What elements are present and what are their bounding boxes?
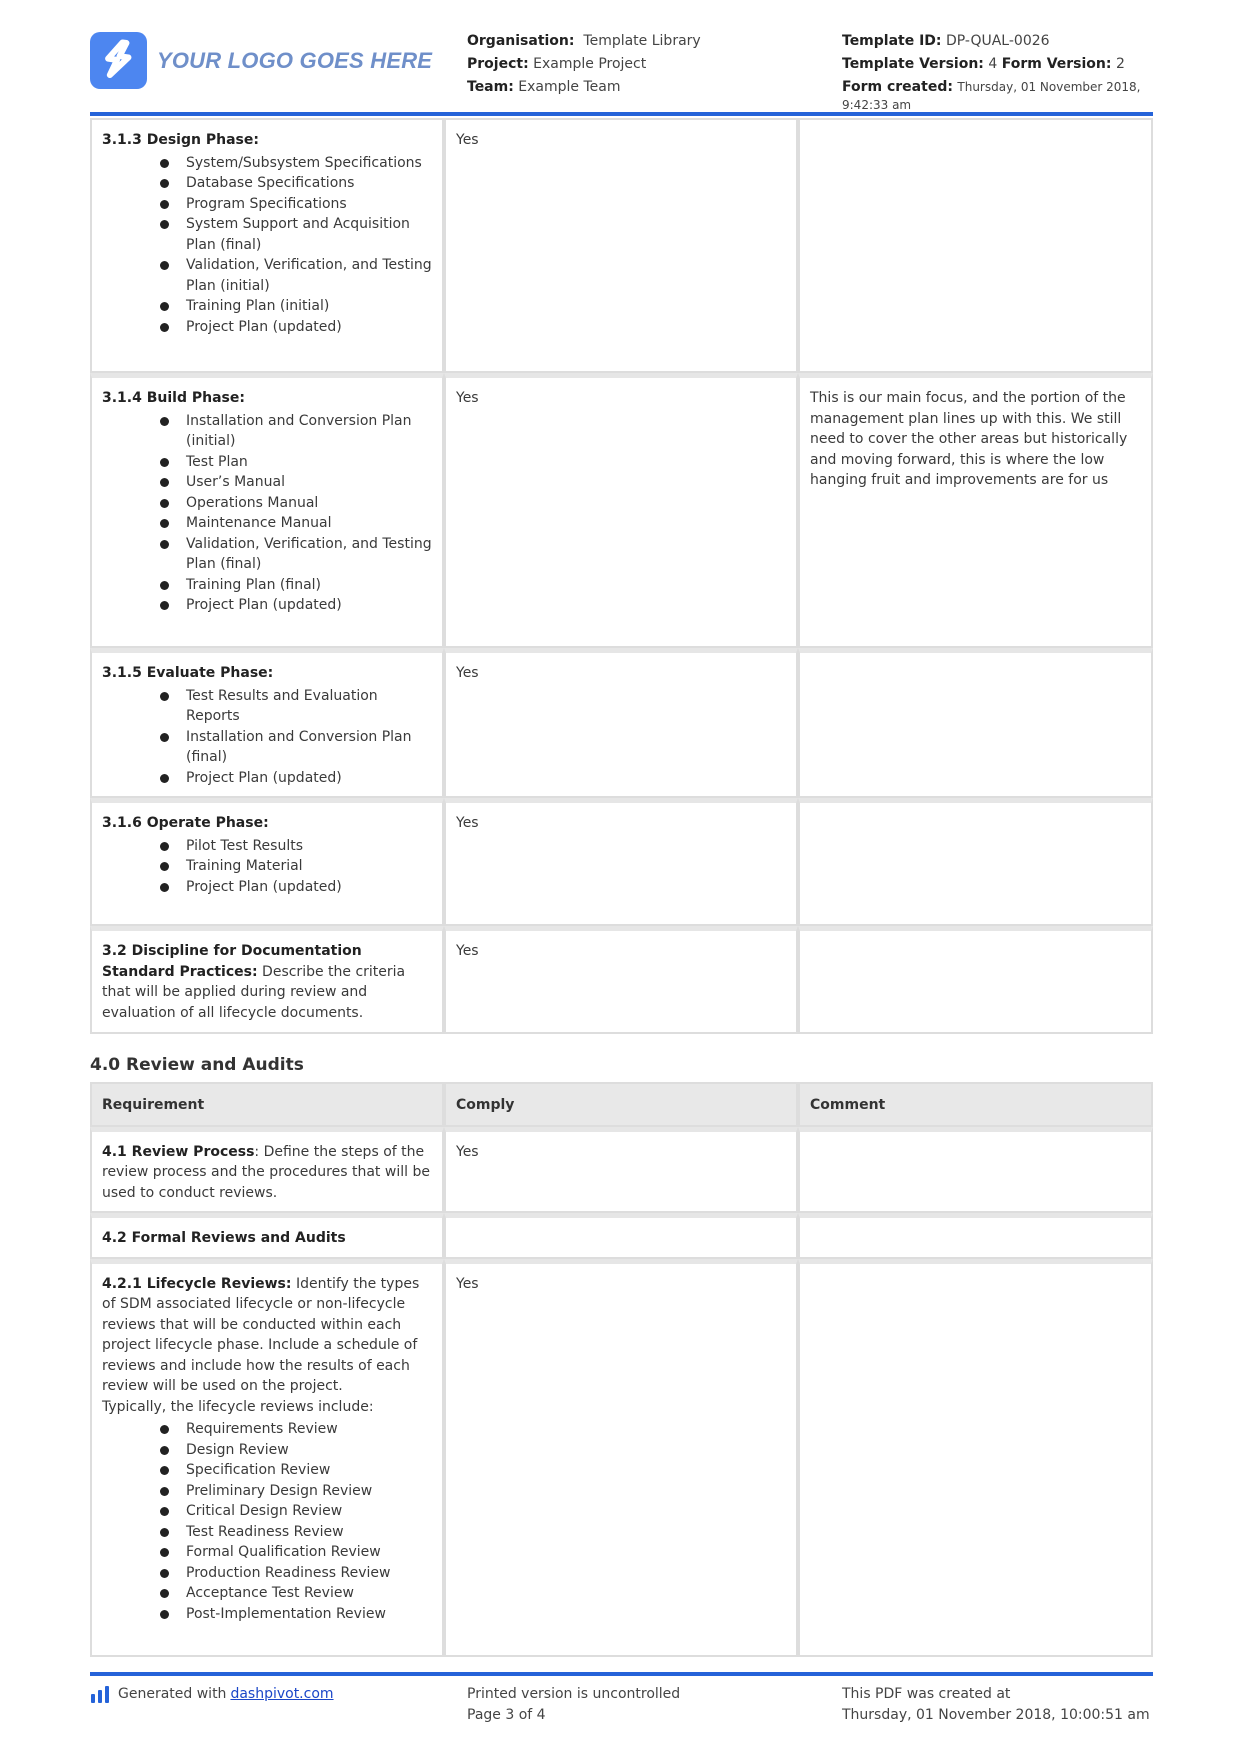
table-row: [90, 798, 1153, 926]
requirement-title: 3.1.4 Build Phase:: [102, 390, 245, 406]
requirement-list: [102, 1419, 432, 1624]
list-item: Program Specifications: [102, 194, 432, 215]
comply-cell: Yes: [444, 373, 798, 648]
comply-cell: [444, 1213, 798, 1259]
requirement-title: 4.1 Review Process: [102, 1143, 255, 1160]
list-item: System/Subsystem Specifications: [102, 153, 432, 174]
template-version-value: 4: [988, 56, 998, 72]
requirement-cell: [90, 373, 444, 648]
requirement-title: 4.2 Formal Reviews and Audits: [102, 1230, 346, 1246]
requirements-table-section-3: [90, 118, 1153, 1034]
requirement-list: [102, 686, 432, 789]
list-item: Project Plan (updated): [102, 877, 432, 898]
list-item: User’s Manual: [102, 472, 432, 493]
list-item: Preliminary Design Review: [102, 1481, 432, 1502]
comment-cell: [798, 1259, 1153, 1657]
list-item: Test Readiness Review: [102, 1522, 432, 1543]
dashpivot-link[interactable]: dashpivot.com: [230, 1686, 334, 1702]
requirement-list: [102, 153, 432, 338]
requirement-list: [102, 836, 432, 898]
project-meta: [467, 30, 701, 99]
page-header: [90, 28, 1153, 116]
list-item: Training Plan (final): [102, 575, 432, 596]
logo: [90, 32, 432, 89]
table-row: [90, 926, 1153, 1034]
team-value: Example Team: [518, 79, 621, 95]
comment-cell: [798, 798, 1153, 926]
table-row: [90, 118, 1153, 373]
list-item: Training Plan (initial): [102, 296, 432, 317]
requirement-title: 3.1.6 Operate Phase:: [102, 815, 269, 831]
requirement-title: 3.1.3 Design Phase:: [102, 132, 259, 148]
comment-cell: [798, 1213, 1153, 1259]
list-item: Test Results and Evaluation Reports: [102, 686, 432, 727]
list-item: Requirements Review: [102, 1419, 432, 1440]
pdf-created-label: This PDF was created at: [842, 1686, 1011, 1702]
requirements-table-section-4: [90, 1082, 1153, 1657]
template-id-value: DP-QUAL-0026: [945, 33, 1050, 49]
list-item: Installation and Conversion Plan (final): [102, 727, 432, 768]
page-number: Page 3 of 4: [467, 1707, 546, 1723]
list-item: Test Plan: [102, 452, 432, 473]
print-info: [467, 1684, 680, 1726]
template-id-line: Template ID: DP-QUAL-0026: [842, 33, 1050, 49]
dashpivot-bars-icon: [90, 1686, 112, 1704]
comment-cell: This is our main focus, and the portion of the management plan lines up with this. We still need to cover the other areas but historically and moving forward, this is where the low hanging fruit and improvements are for us: [798, 373, 1153, 648]
list-item: Critical Design Review: [102, 1501, 432, 1522]
comply-cell: Yes: [444, 118, 798, 373]
section-title: 4.0 Review and Audits: [90, 1055, 304, 1075]
list-item: Project Plan (updated): [102, 317, 432, 338]
list-item: System Support and Acquisition Plan (final): [102, 214, 432, 255]
generated-with: [90, 1684, 334, 1705]
requirement-cell: [90, 1259, 444, 1657]
list-item: Acceptance Test Review: [102, 1583, 432, 1604]
comply-cell: Yes: [444, 1127, 798, 1214]
template-meta: [842, 30, 1154, 114]
table-row: [90, 1213, 1153, 1259]
requirement-description: Identify the types of SDM associated lifecycle or non-lifecycle reviews that will be conducted within each project lifecycle phase. Include a schedule of reviews and include how the results of each review will be used on the project.: [102, 1275, 420, 1394]
requirement-list: [102, 411, 432, 616]
comply-cell: Yes: [444, 648, 798, 798]
requirement-title: 3.1.5 Evaluate Phase:: [102, 665, 274, 681]
column-header-comment: Comment: [798, 1082, 1153, 1127]
list-item: Formal Qualification Review: [102, 1542, 432, 1563]
comply-cell: Yes: [444, 926, 798, 1034]
list-item: Specification Review: [102, 1460, 432, 1481]
requirement-cell: [90, 1213, 444, 1259]
team-line: Team: Example Team: [467, 79, 621, 95]
project-value: Example Project: [533, 56, 647, 72]
comment-cell: [798, 926, 1153, 1034]
form-created-value: Thursday, 01 November 2018, 9:42:33 am: [842, 80, 1141, 112]
table-row: [90, 373, 1153, 648]
logo-icon: [90, 32, 147, 89]
requirement-description-intro: Typically, the lifecycle reviews include:: [102, 1398, 374, 1415]
organisation-line: Organisation: Template Library: [467, 33, 701, 49]
logo-text: YOUR LOGO GOES HERE: [157, 47, 433, 73]
list-item: Validation, Verification, and Testing Plan (final): [102, 534, 432, 575]
list-item: Installation and Conversion Plan (initial): [102, 411, 432, 452]
project-line: Project: Example Project: [467, 56, 647, 72]
requirement-description: : Define the steps of the review process and the procedures that will be used to conduct reviews.: [102, 1143, 430, 1201]
list-item: Operations Manual: [102, 493, 432, 514]
table-header-row: [90, 1082, 1153, 1127]
list-item: Project Plan (updated): [102, 768, 432, 789]
table-row: [90, 1127, 1153, 1214]
list-item: Design Review: [102, 1440, 432, 1461]
list-item: Pilot Test Results: [102, 836, 432, 857]
uncontrolled-notice: Printed version is uncontrolled: [467, 1686, 681, 1702]
comment-cell: [798, 648, 1153, 798]
list-item: Post-Implementation Review: [102, 1604, 432, 1625]
organisation-value: Template Library: [583, 33, 701, 49]
comment-cell: [798, 1127, 1153, 1214]
form-version-value: 2: [1115, 56, 1125, 72]
comply-cell: Yes: [444, 798, 798, 926]
generated-with-text: Generated with: [118, 1686, 227, 1702]
requirement-cell: [90, 798, 444, 926]
requirement-cell: [90, 926, 444, 1034]
requirement-title: 4.2.1 Lifecycle Reviews:: [102, 1275, 292, 1292]
list-item: Database Specifications: [102, 173, 432, 194]
comment-cell: [798, 118, 1153, 373]
form-created-line: Form created: Thursday, 01 November 2018, 9:42:33 am: [842, 79, 1141, 112]
column-header-requirement: Requirement: [90, 1082, 444, 1127]
table-row: [90, 1259, 1153, 1657]
list-item: Validation, Verification, and Testing Plan (initial): [102, 255, 432, 296]
comply-cell: Yes: [444, 1259, 798, 1657]
requirement-description: Describe the criteria that will be applied during review and evaluation of all lifecycle documents.: [102, 963, 406, 1021]
requirement-cell: [90, 648, 444, 798]
template-version-line: Template Version: 4 Form Version: 2: [842, 56, 1125, 72]
list-item: Maintenance Manual: [102, 513, 432, 534]
list-item: Training Material: [102, 856, 432, 877]
page-footer: [90, 1672, 1153, 1723]
pdf-created-info: [842, 1684, 1150, 1726]
column-header-comply: Comply: [444, 1082, 798, 1127]
table-row: [90, 648, 1153, 798]
list-item: Project Plan (updated): [102, 595, 432, 616]
list-item: Production Readiness Review: [102, 1563, 432, 1584]
requirement-title: 3.2 Discipline for Documentation Standard Practices:: [102, 943, 362, 980]
requirement-cell: [90, 118, 444, 373]
requirement-cell: [90, 1127, 444, 1214]
pdf-created-date: Thursday, 01 November 2018, 10:00:51 am: [842, 1707, 1150, 1723]
